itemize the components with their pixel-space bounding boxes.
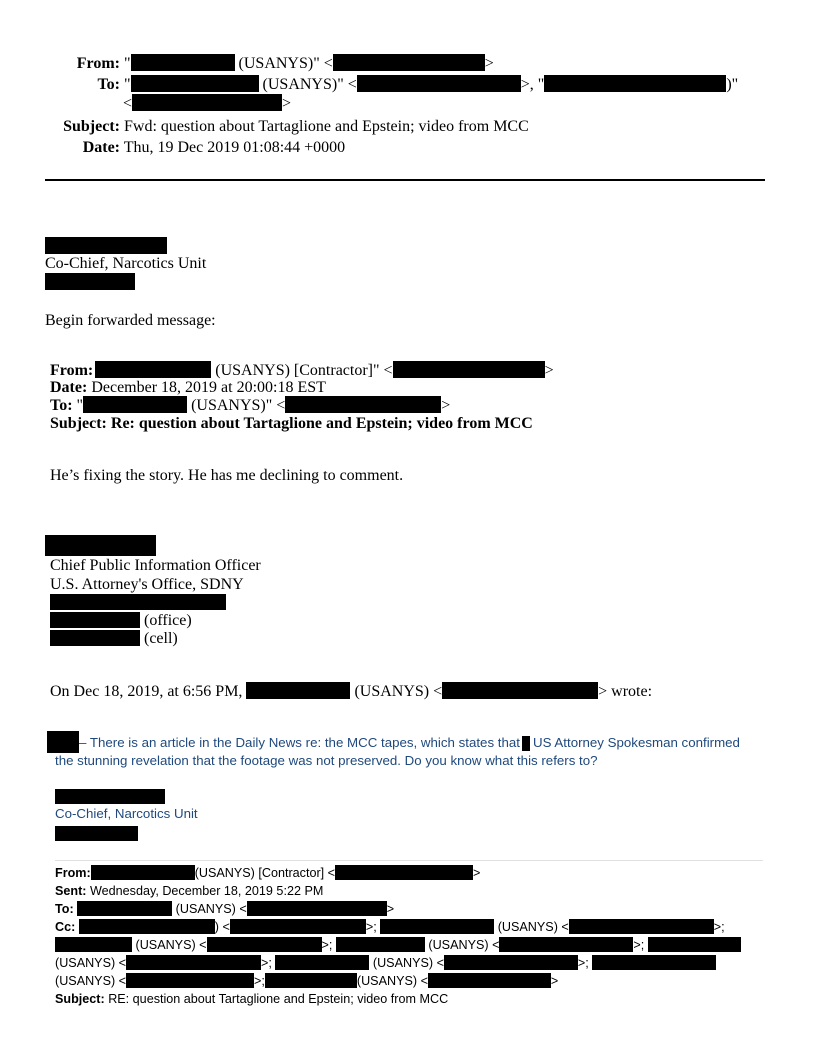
ol-to-org: (USANYS) < [175, 902, 247, 916]
email-to-row [45, 75, 738, 95]
to-separator: >, " [520, 76, 545, 93]
redaction-box [131, 75, 259, 92]
cc-text: >; [577, 956, 589, 970]
email-date-row [45, 138, 345, 158]
to-close: )" [726, 76, 739, 93]
cc-text: > [550, 974, 559, 988]
signature-title: Chief Public Information Officer [50, 557, 261, 574]
redaction-box [126, 955, 261, 970]
cc-text: >; [713, 920, 725, 934]
quoted-signature-title: Co-Chief, Narcotics Unit [55, 806, 198, 821]
quoted-line-2: the stunning revelation that the footage was not preserved. Do you know what this refers to? [55, 753, 598, 768]
redaction-box [45, 535, 156, 556]
office-suffix: (office) [144, 612, 192, 629]
redaction-box [247, 901, 387, 916]
quote-mark: " [124, 55, 131, 72]
quote-intro-prefix: On Dec 18, 2019, at 6:56 PM, [50, 683, 243, 700]
angle-close: > [282, 95, 292, 112]
redaction-box [275, 955, 369, 970]
to-org: (USANYS)" < [262, 76, 357, 93]
redaction-box [357, 75, 521, 92]
redaction-box [55, 789, 165, 804]
redaction-box [77, 901, 172, 916]
angle-close: > [386, 902, 395, 916]
redaction-box [79, 919, 215, 934]
cc-text: (USANYS) < [497, 920, 569, 934]
outlook-divider [55, 860, 763, 861]
quoted-line-1a: – There is an article in the Daily News re: the MCC tapes, which states that [79, 735, 520, 750]
fwd-date-row [50, 378, 326, 398]
fwd-date-label: Date: [50, 379, 88, 396]
email-from-row [45, 54, 494, 74]
redaction-box [333, 54, 485, 71]
cc-text: (USANYS) < [372, 956, 444, 970]
redaction-box [380, 919, 494, 934]
ol-cc-label: Cc: [55, 920, 76, 934]
redaction-box [55, 826, 138, 841]
ol-cc-row-4 [55, 972, 558, 990]
redaction-box [91, 865, 195, 880]
ol-cc-row-2 [55, 936, 741, 954]
signature-office-phone [50, 611, 192, 631]
fwd-date: December 18, 2019 at 20:00:18 EST [91, 379, 326, 396]
ol-from-row [55, 864, 480, 882]
signature-title: Co-Chief, Narcotics Unit [45, 255, 207, 272]
quote-intro [50, 682, 652, 702]
forward-intro: Begin forwarded message: [45, 312, 216, 329]
cc-text: (USANYS) < [55, 974, 127, 988]
cc-text: (USANYS) < [55, 956, 127, 970]
from-label: From: [76, 55, 120, 72]
redaction-box [132, 94, 282, 111]
from-org: (USANYS)" < [238, 55, 333, 72]
ol-to-row [55, 900, 394, 918]
cc-text: (USANYS) < [356, 974, 428, 988]
ol-sent: Wednesday, December 18, 2019 5:22 PM [89, 884, 324, 898]
cc-text: >; [261, 956, 272, 970]
cc-text: >; [321, 938, 333, 952]
header-divider [45, 179, 765, 181]
ol-sent-label: Sent: [55, 884, 87, 898]
redaction-box [444, 955, 578, 970]
redaction-box [47, 731, 79, 753]
ol-subject-label: Subject: [55, 992, 105, 1006]
redaction-box [207, 937, 322, 952]
redaction-box [230, 919, 366, 934]
cc-text: >; [633, 938, 645, 952]
fwd-body: He’s fixing the story. He has me declining to comment. [50, 467, 404, 484]
redaction-box [393, 361, 545, 378]
fwd-to-label: To: [50, 397, 73, 414]
ol-sent-row [55, 882, 323, 900]
redaction-box [246, 682, 350, 699]
redaction-box [50, 612, 140, 628]
cc-text: (USANYS) < [428, 938, 500, 952]
to-label: To: [97, 76, 120, 93]
cc-text: >; [254, 974, 265, 988]
signature-office: U.S. Attorney's Office, SDNY [50, 576, 244, 593]
ol-from-org: (USANYS) [Contractor] < [194, 866, 336, 880]
cc-text: ) < [214, 920, 230, 934]
quote-mark: " [76, 397, 84, 414]
ol-from-label: From: [55, 866, 91, 880]
signature-cell-phone [50, 629, 178, 649]
redaction-box [95, 361, 211, 378]
email-to-cont-row [123, 94, 291, 114]
ol-cc-row-3 [55, 954, 716, 972]
quote-mark: " [124, 76, 131, 93]
ol-subject: RE: question about Tartaglione and Epstein; video from MCC [108, 992, 449, 1006]
quote-intro-suffix: > wrote: [598, 683, 653, 700]
ol-to-label: To: [55, 902, 74, 916]
redaction-box [131, 54, 235, 71]
email-subject-row [45, 117, 529, 137]
redaction-box [522, 736, 530, 751]
redaction-box [285, 396, 441, 413]
redaction-box [499, 937, 633, 952]
email-date: Thu, 19 Dec 2019 01:08:44 +0000 [123, 139, 346, 156]
angle-close: > [473, 866, 481, 880]
redaction-box [126, 973, 254, 988]
fwd-subject: Re: question about Tartaglione and Epstein; video from MCC [110, 415, 533, 432]
ol-cc-row-1 [55, 918, 725, 936]
fwd-from-org: (USANYS) [Contractor]" < [215, 362, 393, 379]
angle-close: > [484, 55, 494, 72]
fwd-from-label: From: [50, 362, 94, 379]
redaction-box [544, 75, 726, 92]
redaction-box [336, 937, 425, 952]
redaction-box [335, 865, 473, 880]
angle-close: > [441, 397, 451, 414]
subject-label: Subject: [63, 118, 120, 135]
redaction-box [569, 919, 714, 934]
redaction-box [45, 273, 135, 290]
redaction-box [428, 973, 551, 988]
fwd-subject-label: Subject: [50, 415, 107, 432]
email-subject: Fwd: question about Tartaglione and Epstein; video from MCC [124, 118, 529, 135]
fwd-to-org: (USANYS)" < [191, 397, 286, 414]
angle-close: > [544, 362, 554, 379]
quote-intro-org: (USANYS) < [354, 683, 443, 700]
fwd-to-row [50, 396, 450, 416]
redaction-box [592, 955, 716, 970]
redaction-box [50, 594, 226, 610]
redaction-box [55, 937, 132, 952]
date-label: Date: [82, 139, 120, 156]
redaction-box [442, 682, 598, 699]
redaction-box [45, 237, 167, 254]
redaction-box [265, 973, 357, 988]
angle-open: < [123, 95, 133, 112]
redaction-box [83, 396, 187, 413]
cc-text: >; [365, 920, 377, 934]
cell-suffix: (cell) [144, 630, 178, 647]
redaction-box [50, 630, 140, 646]
quoted-line-1b: US Attorney Spokesman confirmed [533, 735, 740, 750]
fwd-subject-row [50, 414, 533, 434]
ol-subject-row [55, 990, 448, 1008]
redaction-box [648, 937, 741, 952]
cc-text: (USANYS) < [135, 938, 207, 952]
